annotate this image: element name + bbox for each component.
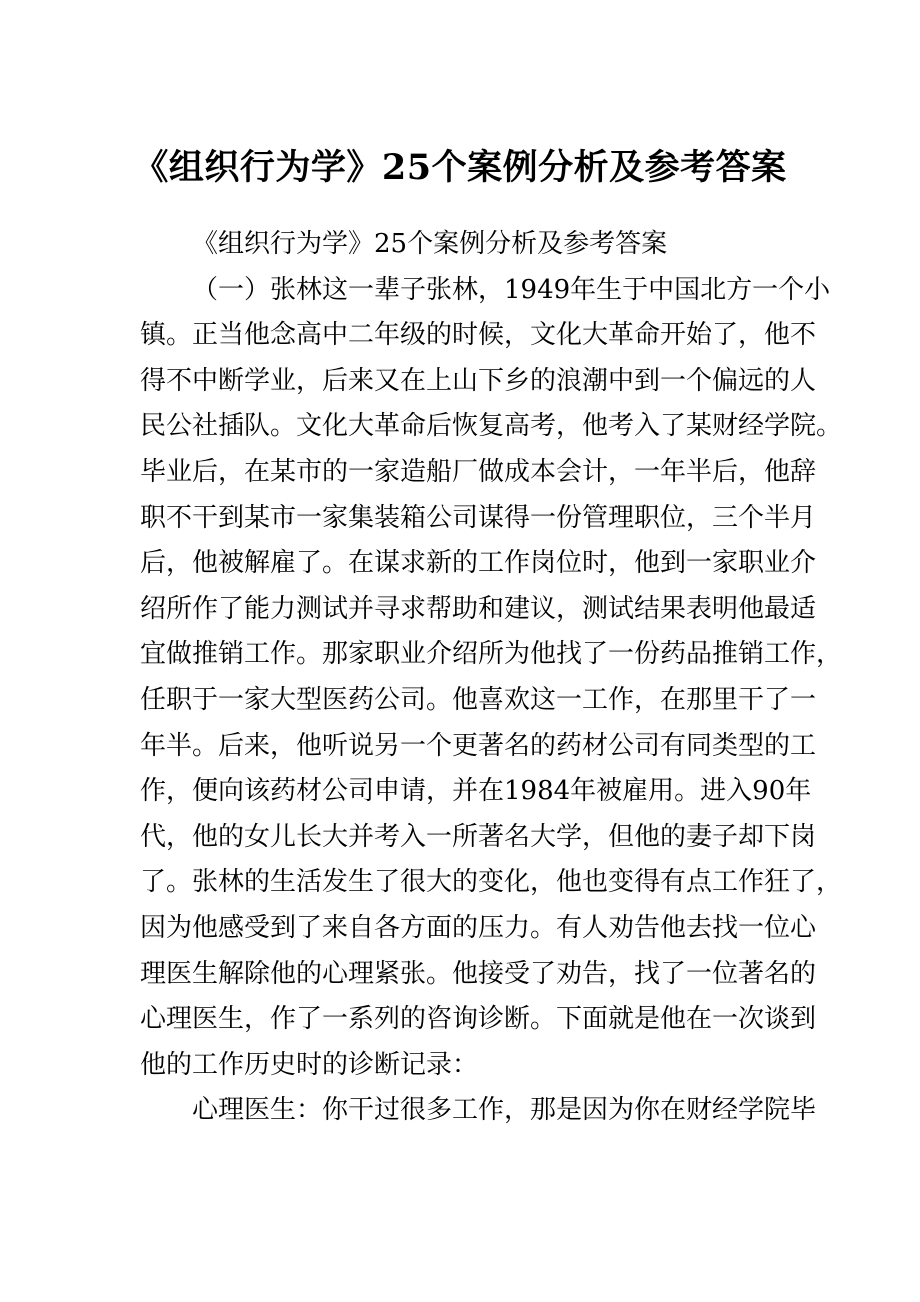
case-paragraph <box>140 268 843 1089</box>
case-line: 毕业后，在某市的一家造船厂做成本会计，一年半后，他辞 <box>140 456 817 487</box>
case-line: 因为他感受到了来自各方面的压力。有人劝告他去找一位心 <box>140 912 817 943</box>
case-line: 理医生解除他的心理紧张。他接受了劝告，找了一位著名的 <box>140 958 817 989</box>
subtitle-paragraph <box>140 222 785 268</box>
case-line: 作，便向该药材公司申请，并在1984年被雇用。进入90年 <box>140 776 812 807</box>
case-line: 心理医生，作了一系列的咨询诊断。下面就是他在一次谈到 <box>140 1004 817 1035</box>
case-line: 民公社插队。文化大革命后恢复高考，他考入了某财经学院。 <box>140 411 843 442</box>
case-line: （一）张林这一辈子张林，1949年生于中国北方一个小 <box>192 274 831 305</box>
document-body <box>140 222 843 1134</box>
case-line: 绍所作了能力测试并寻求帮助和建议，测试结果表明他最适 <box>140 593 817 624</box>
case-line: 后，他被解雇了。在谋求新的工作岗位时，他到一家职业介 <box>140 548 817 579</box>
subtitle-line: 《组织行为学》25个案例分析及参考答案 <box>192 229 668 259</box>
case-line: 镇。正当他念高中二年级的时候，文化大革命开始了，他不 <box>140 320 817 351</box>
case-line: 任职于一家大型医药公司。他喜欢这一工作，在那里干了一 <box>140 684 817 715</box>
case-line: 代，他的女儿长大并考入一所著名大学，但他的妻子却下岗 <box>140 821 817 852</box>
document-title: 《组织行为学》25个案例分析及参考答案 <box>133 147 787 188</box>
case-line: 他的工作历史时的诊断记录： <box>140 1049 479 1080</box>
case-line: 职不干到某市一家集装箱公司谋得一份管理职位，三个半月 <box>140 502 817 533</box>
case-line: 了。张林的生活发生了很大的变化，他也变得有点工作狂了， <box>140 867 843 898</box>
case-line: 得不中断学业，后来又在上山下乡的浪潮中到一个偏远的人 <box>140 365 817 396</box>
case-line: 宜做推销工作。那家职业介绍所为他找了一份药品推销工作， <box>140 639 843 670</box>
dialogue-line: 心理医生：你干过很多工作，那是因为你在财经学院毕 <box>192 1095 817 1126</box>
dialogue-paragraph <box>140 1088 817 1134</box>
case-line: 年半。后来，他听说另一个更著名的药材公司有同类型的工 <box>140 730 817 761</box>
